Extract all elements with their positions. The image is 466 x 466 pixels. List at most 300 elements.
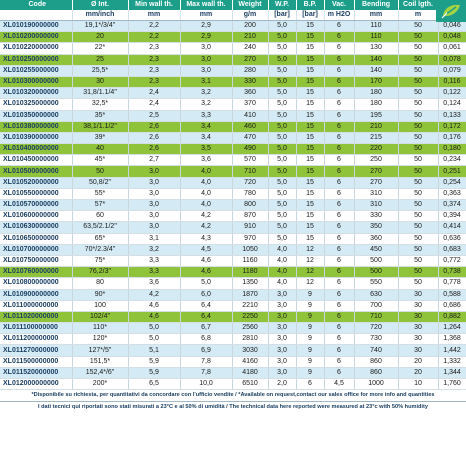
product-code-cell: XL010650000000 bbox=[0, 233, 72, 244]
table-cell: 5,0 bbox=[128, 334, 180, 345]
table-row bbox=[0, 32, 466, 43]
table-cell: 20 bbox=[398, 356, 438, 367]
table-cell: 6 bbox=[324, 222, 354, 233]
product-code-cell: XL010250000000 bbox=[0, 54, 72, 65]
table-cell: 2,6 bbox=[128, 144, 180, 155]
product-code-cell: XL010190000000 bbox=[0, 21, 72, 32]
table-cell: 1160 bbox=[232, 255, 268, 266]
table-cell: 470 bbox=[232, 132, 268, 143]
table-cell: 3,4 bbox=[180, 121, 232, 132]
table-cell: 4,0 bbox=[180, 166, 232, 177]
column-unit: m H2O bbox=[324, 10, 354, 21]
table-cell: 5,9 bbox=[128, 356, 180, 367]
table-cell: 6 bbox=[324, 99, 354, 110]
table-row bbox=[0, 132, 466, 143]
table-cell: 0,778 bbox=[438, 278, 466, 289]
table-cell: 15 bbox=[296, 211, 324, 222]
column-header: Vac. bbox=[324, 0, 354, 10]
table-cell: 4,2 bbox=[128, 289, 180, 300]
table-cell: 5,0 bbox=[268, 200, 296, 211]
table-cell: 2,0 bbox=[268, 379, 296, 390]
table-cell: 3,2 bbox=[180, 88, 232, 99]
table-cell: 5,0 bbox=[268, 43, 296, 54]
table-cell: 3,0 bbox=[128, 188, 180, 199]
column-unit: mm bbox=[180, 10, 232, 21]
product-code-cell: XL010390000000 bbox=[0, 132, 72, 143]
table-cell: 80 bbox=[72, 278, 128, 289]
table-cell: 2,2 bbox=[128, 21, 180, 32]
table-cell: 450 bbox=[354, 244, 398, 255]
product-code-cell: XL010450000000 bbox=[0, 155, 72, 166]
table-cell: 4,0 bbox=[268, 267, 296, 278]
product-code-cell: XL010570000000 bbox=[0, 200, 72, 211]
table-cell: 6 bbox=[324, 345, 354, 356]
table-cell: 710 bbox=[354, 311, 398, 322]
product-code-cell: XL011000000000 bbox=[0, 300, 72, 311]
table-cell: 110* bbox=[72, 323, 128, 334]
table-cell: 500 bbox=[354, 255, 398, 266]
table-cell: 6 bbox=[324, 289, 354, 300]
table-row bbox=[0, 76, 466, 87]
table-row bbox=[0, 21, 466, 32]
table-cell: 730 bbox=[354, 334, 398, 345]
table-cell: 6 bbox=[324, 323, 354, 334]
table-cell: 5,0 bbox=[268, 177, 296, 188]
table-cell: 63,5/2.1/2" bbox=[72, 222, 128, 233]
table-cell: 270 bbox=[354, 166, 398, 177]
product-code-cell: XL010520000000 bbox=[0, 177, 72, 188]
table-cell: 6 bbox=[324, 267, 354, 278]
product-code-cell: XL010380000000 bbox=[0, 121, 72, 132]
table-cell: 2810 bbox=[232, 334, 268, 345]
table-cell: 6 bbox=[324, 300, 354, 311]
table-cell: 3,0 bbox=[128, 222, 180, 233]
table-cell: 6 bbox=[324, 76, 354, 87]
table-cell: 5,0 bbox=[268, 76, 296, 87]
table-cell: 2560 bbox=[232, 323, 268, 334]
table-cell: 1180 bbox=[232, 267, 268, 278]
table-cell: 360 bbox=[354, 233, 398, 244]
table-cell: 22* bbox=[72, 43, 128, 54]
table-cell: 50 bbox=[398, 43, 438, 54]
table-cell: 3,0 bbox=[128, 211, 180, 222]
table-cell: 5,0 bbox=[268, 222, 296, 233]
column-header: W.P. bbox=[268, 0, 296, 10]
table-cell: 50 bbox=[72, 166, 128, 177]
table-cell: 50 bbox=[398, 233, 438, 244]
table-cell: 6,0 bbox=[180, 289, 232, 300]
table-cell: 70*/2.3/4" bbox=[72, 244, 128, 255]
table-cell: 0,046 bbox=[438, 21, 466, 32]
table-cell: 5,0 bbox=[268, 166, 296, 177]
table-row bbox=[0, 222, 466, 233]
table-cell: 15 bbox=[296, 76, 324, 87]
table-cell: 180 bbox=[354, 99, 398, 110]
table-row bbox=[0, 65, 466, 76]
column-unit bbox=[0, 10, 72, 21]
table-cell: 5,0 bbox=[268, 121, 296, 132]
table-cell: 5,1 bbox=[128, 345, 180, 356]
column-unit: [bar] bbox=[268, 10, 296, 21]
table-cell: 3,4 bbox=[180, 132, 232, 143]
table-cell: 370 bbox=[232, 99, 268, 110]
column-header: Min wall th. bbox=[128, 0, 180, 10]
product-code-cell: XL010600000000 bbox=[0, 211, 72, 222]
table-cell: 6 bbox=[324, 311, 354, 322]
table-cell: 1870 bbox=[232, 289, 268, 300]
table-cell: 5,0 bbox=[268, 132, 296, 143]
table-cell: 15 bbox=[296, 110, 324, 121]
product-code-cell: XL010900000000 bbox=[0, 289, 72, 300]
table-cell: 3030 bbox=[232, 345, 268, 356]
product-code-cell: XL010550000000 bbox=[0, 188, 72, 199]
table-cell: 57* bbox=[72, 200, 128, 211]
table-cell: 870 bbox=[232, 211, 268, 222]
table-row bbox=[0, 121, 466, 132]
table-cell: 9 bbox=[296, 289, 324, 300]
table-cell: 6 bbox=[324, 43, 354, 54]
table-cell: 2,6 bbox=[128, 132, 180, 143]
table-cell: 30 bbox=[398, 300, 438, 311]
product-code-cell: XL011200000000 bbox=[0, 334, 72, 345]
table-cell: 3,0 bbox=[268, 289, 296, 300]
table-row bbox=[0, 200, 466, 211]
table-cell: 5,0 bbox=[268, 110, 296, 121]
table-cell: 50 bbox=[398, 32, 438, 43]
table-row bbox=[0, 166, 466, 177]
table-cell: 9 bbox=[296, 300, 324, 311]
table-cell: 15 bbox=[296, 155, 324, 166]
table-cell: 6 bbox=[324, 144, 354, 155]
table-row bbox=[0, 144, 466, 155]
table-cell: 5,0 bbox=[268, 188, 296, 199]
table-cell: 9 bbox=[296, 311, 324, 322]
brand-logo bbox=[436, 0, 466, 22]
table-cell: 280 bbox=[232, 65, 268, 76]
table-cell: 3,3 bbox=[180, 110, 232, 121]
table-cell: 55* bbox=[72, 188, 128, 199]
table-cell: 39* bbox=[72, 132, 128, 143]
table-cell: 4,2 bbox=[180, 222, 232, 233]
table-cell: 50 bbox=[398, 255, 438, 266]
column-header: Code bbox=[0, 0, 72, 10]
table-cell: 0,061 bbox=[438, 43, 466, 54]
table-cell: 2,6 bbox=[128, 121, 180, 132]
table-cell: 30 bbox=[398, 345, 438, 356]
product-code-cell: XL010400000000 bbox=[0, 144, 72, 155]
table-cell: 3,1 bbox=[180, 76, 232, 87]
table-row bbox=[0, 43, 466, 54]
table-cell: 50 bbox=[398, 188, 438, 199]
table-cell: 50 bbox=[398, 121, 438, 132]
table-cell: 12 bbox=[296, 278, 324, 289]
table-cell: 50 bbox=[398, 267, 438, 278]
table-cell: 6,5 bbox=[128, 379, 180, 390]
table-cell: 1,332 bbox=[438, 356, 466, 367]
table-cell: 3,0 bbox=[268, 311, 296, 322]
table-row bbox=[0, 278, 466, 289]
column-header: Bending bbox=[354, 0, 398, 10]
product-code-cell: XL011520000000 bbox=[0, 367, 72, 378]
table-cell: 50 bbox=[398, 76, 438, 87]
table-cell: 65* bbox=[72, 233, 128, 244]
table-cell: 15 bbox=[296, 21, 324, 32]
product-code-cell: XL010255000000 bbox=[0, 65, 72, 76]
table-cell: 3,0 bbox=[268, 356, 296, 367]
table-cell: 0,116 bbox=[438, 76, 466, 87]
table-cell: 740 bbox=[354, 345, 398, 356]
table-cell: 3,0 bbox=[128, 200, 180, 211]
column-header: Ø Int. bbox=[72, 0, 128, 10]
table-cell: 3,5 bbox=[180, 144, 232, 155]
table-cell: 0,079 bbox=[438, 65, 466, 76]
table-cell: 45* bbox=[72, 155, 128, 166]
table-cell: 50 bbox=[398, 177, 438, 188]
table-cell: 490 bbox=[232, 144, 268, 155]
table-cell: 330 bbox=[232, 76, 268, 87]
table-cell: 4,0 bbox=[268, 278, 296, 289]
table-row bbox=[0, 367, 466, 378]
table-row bbox=[0, 334, 466, 345]
table-cell: 35* bbox=[72, 110, 128, 121]
table-cell: 50 bbox=[398, 65, 438, 76]
table-cell: 2,7 bbox=[128, 155, 180, 166]
table-cell: 15 bbox=[296, 166, 324, 177]
table-cell: 0,234 bbox=[438, 155, 466, 166]
table-cell: 3,0 bbox=[180, 43, 232, 54]
table-cell: 4,0 bbox=[268, 255, 296, 266]
table-cell: 25 bbox=[72, 54, 128, 65]
table-cell: 170 bbox=[354, 76, 398, 87]
product-code-cell: XL011270000000 bbox=[0, 345, 72, 356]
table-cell: 2,3 bbox=[128, 54, 180, 65]
table-cell: 210 bbox=[232, 32, 268, 43]
table-cell: 410 bbox=[232, 110, 268, 121]
table-cell: 152,4*/6" bbox=[72, 367, 128, 378]
table-cell: 5,0 bbox=[268, 155, 296, 166]
table-cell: 50 bbox=[398, 144, 438, 155]
table-row bbox=[0, 88, 466, 99]
availability-footnote: *Disponibile su richiesta, per quantitativi da concordare con l'ufficio vendite / *Available on request,contact our sales office for more info and quantities bbox=[0, 390, 466, 402]
table-cell: 50 bbox=[398, 278, 438, 289]
table-cell: 12 bbox=[296, 267, 324, 278]
table-cell: 130 bbox=[354, 43, 398, 54]
table-cell: 6,4 bbox=[180, 300, 232, 311]
table-cell: 6 bbox=[324, 278, 354, 289]
product-code-cell: XL010300000000 bbox=[0, 76, 72, 87]
table-cell: 12 bbox=[296, 255, 324, 266]
table-cell: 140 bbox=[354, 65, 398, 76]
table-cell: 15 bbox=[296, 233, 324, 244]
table-cell: 5,0 bbox=[128, 323, 180, 334]
table-row bbox=[0, 188, 466, 199]
table-cell: 6 bbox=[324, 356, 354, 367]
table-cell: 9 bbox=[296, 356, 324, 367]
table-cell: 180 bbox=[354, 88, 398, 99]
product-code-cell: XL011500000000 bbox=[0, 356, 72, 367]
table-cell: 2,9 bbox=[180, 32, 232, 43]
table-cell: 460 bbox=[232, 121, 268, 132]
table-cell: 310 bbox=[354, 200, 398, 211]
column-header: Weight bbox=[232, 0, 268, 10]
table-cell: 0,176 bbox=[438, 132, 466, 143]
table-cell: 140 bbox=[354, 54, 398, 65]
table-cell: 3,0 bbox=[268, 367, 296, 378]
table-cell: 3,3 bbox=[128, 267, 180, 278]
table-row bbox=[0, 345, 466, 356]
table-cell: 50 bbox=[398, 88, 438, 99]
table-cell: 102/4" bbox=[72, 311, 128, 322]
table-row bbox=[0, 99, 466, 110]
table-cell: 6 bbox=[324, 155, 354, 166]
table-cell: 270 bbox=[232, 54, 268, 65]
table-cell: 9 bbox=[296, 323, 324, 334]
table-cell: 500 bbox=[354, 267, 398, 278]
table-cell: 50 bbox=[398, 200, 438, 211]
table-cell: 7,8 bbox=[180, 356, 232, 367]
table-cell: 0,251 bbox=[438, 166, 466, 177]
table-cell: 6 bbox=[324, 54, 354, 65]
table-cell: 550 bbox=[354, 278, 398, 289]
table-cell: 4,6 bbox=[128, 311, 180, 322]
column-unit: [bar] bbox=[296, 10, 324, 21]
table-cell: 31,8/1.1/4" bbox=[72, 88, 128, 99]
table-cell: 720 bbox=[354, 323, 398, 334]
table-cell: 50 bbox=[398, 21, 438, 32]
table-cell: 15 bbox=[296, 200, 324, 211]
table-cell: 4,3 bbox=[180, 233, 232, 244]
table-cell: 4,5 bbox=[180, 244, 232, 255]
table-cell: 6,8 bbox=[180, 334, 232, 345]
table-cell: 30 bbox=[398, 311, 438, 322]
table-cell: 7,8 bbox=[180, 367, 232, 378]
table-cell: 1350 bbox=[232, 278, 268, 289]
table-cell: 240 bbox=[232, 43, 268, 54]
table-cell: 200 bbox=[232, 21, 268, 32]
table-cell: 5,0 bbox=[268, 32, 296, 43]
table-cell: 15 bbox=[296, 65, 324, 76]
table-cell: 0,180 bbox=[438, 144, 466, 155]
table-cell: 0,124 bbox=[438, 99, 466, 110]
table-cell: 50 bbox=[398, 110, 438, 121]
table-cell: 1,344 bbox=[438, 367, 466, 378]
table-body bbox=[0, 21, 466, 390]
table-cell: 60 bbox=[72, 211, 128, 222]
product-code-cell: XL010350000000 bbox=[0, 110, 72, 121]
table-cell: 330 bbox=[354, 211, 398, 222]
table-cell: 2,5 bbox=[128, 110, 180, 121]
table-cell: 6510 bbox=[232, 379, 268, 390]
table-cell: 4,5 bbox=[324, 379, 354, 390]
table-cell: 0,636 bbox=[438, 233, 466, 244]
table-row bbox=[0, 244, 466, 255]
table-cell: 0,133 bbox=[438, 110, 466, 121]
product-code-cell: XL010325000000 bbox=[0, 99, 72, 110]
table-row bbox=[0, 311, 466, 322]
table-cell: 350 bbox=[354, 222, 398, 233]
table-cell: 3,0 bbox=[268, 300, 296, 311]
table-cell: 3,0 bbox=[268, 345, 296, 356]
table-cell: 76,2/3" bbox=[72, 267, 128, 278]
table-cell: 75* bbox=[72, 255, 128, 266]
table-cell: 20 bbox=[72, 32, 128, 43]
table-cell: 0,686 bbox=[438, 300, 466, 311]
table-cell: 270 bbox=[354, 177, 398, 188]
table-cell: 20 bbox=[398, 367, 438, 378]
table-cell: 6 bbox=[324, 110, 354, 121]
table-row bbox=[0, 289, 466, 300]
table-cell: 700 bbox=[354, 300, 398, 311]
table-cell: 15 bbox=[296, 99, 324, 110]
table-cell: 0,172 bbox=[438, 121, 466, 132]
table-cell: 6,9 bbox=[180, 345, 232, 356]
table-cell: 0,363 bbox=[438, 188, 466, 199]
table-cell: 5,0 bbox=[180, 278, 232, 289]
table-cell: 200* bbox=[72, 379, 128, 390]
table-cell: 720 bbox=[232, 177, 268, 188]
table-cell: 15 bbox=[296, 32, 324, 43]
table-cell: 50 bbox=[398, 54, 438, 65]
header-row bbox=[0, 0, 466, 10]
table-cell: 3,2 bbox=[180, 99, 232, 110]
table-cell: 2210 bbox=[232, 300, 268, 311]
table-cell: 780 bbox=[232, 188, 268, 199]
table-cell: 1,264 bbox=[438, 323, 466, 334]
table-cell: 30 bbox=[398, 289, 438, 300]
table-cell: 3,3 bbox=[128, 255, 180, 266]
table-cell: 1,442 bbox=[438, 345, 466, 356]
product-code-cell: XL010500000000 bbox=[0, 166, 72, 177]
table-cell: 3,0 bbox=[128, 166, 180, 177]
table-cell: 860 bbox=[354, 367, 398, 378]
column-header: B.P. bbox=[296, 0, 324, 10]
product-code-cell: XL010760000000 bbox=[0, 267, 72, 278]
table-cell: 630 bbox=[354, 289, 398, 300]
table-cell: 800 bbox=[232, 200, 268, 211]
table-cell: 6 bbox=[324, 65, 354, 76]
table-cell: 0,254 bbox=[438, 177, 466, 188]
table-cell: 6 bbox=[324, 211, 354, 222]
table-row bbox=[0, 255, 466, 266]
table-cell: 5,0 bbox=[268, 144, 296, 155]
product-code-cell: XL011020000000 bbox=[0, 311, 72, 322]
column-unit: mm/inch bbox=[72, 10, 128, 21]
table-cell: 9 bbox=[296, 345, 324, 356]
table-cell: 6,4 bbox=[180, 311, 232, 322]
table-cell: 0,738 bbox=[438, 267, 466, 278]
table-cell: 100 bbox=[72, 300, 128, 311]
table-cell: 3,0 bbox=[180, 65, 232, 76]
table-cell: 0,772 bbox=[438, 255, 466, 266]
table-row bbox=[0, 155, 466, 166]
table-cell: 5,0 bbox=[268, 233, 296, 244]
table-cell: 5,0 bbox=[268, 99, 296, 110]
table-cell: 4180 bbox=[232, 367, 268, 378]
table-cell: 15 bbox=[296, 121, 324, 132]
table-cell: 860 bbox=[354, 356, 398, 367]
table-row bbox=[0, 211, 466, 222]
brand-leaf-icon bbox=[436, 0, 466, 22]
table-cell: 6,7 bbox=[180, 323, 232, 334]
product-code-cell: XL012000000000 bbox=[0, 379, 72, 390]
table-cell: 0,394 bbox=[438, 211, 466, 222]
test-conditions-footnote: I dati tecnici qui riportati sono stati misurati a 23°C e al 50% di umidità / The technical data here reported were measured at 23°c with 50% humidity bbox=[38, 404, 428, 411]
column-header: Coil lgth. bbox=[398, 0, 438, 10]
table-cell: 6 bbox=[324, 255, 354, 266]
table-cell: 50,8/2" bbox=[72, 177, 128, 188]
table-cell: 250 bbox=[354, 155, 398, 166]
table-cell: 90* bbox=[72, 289, 128, 300]
